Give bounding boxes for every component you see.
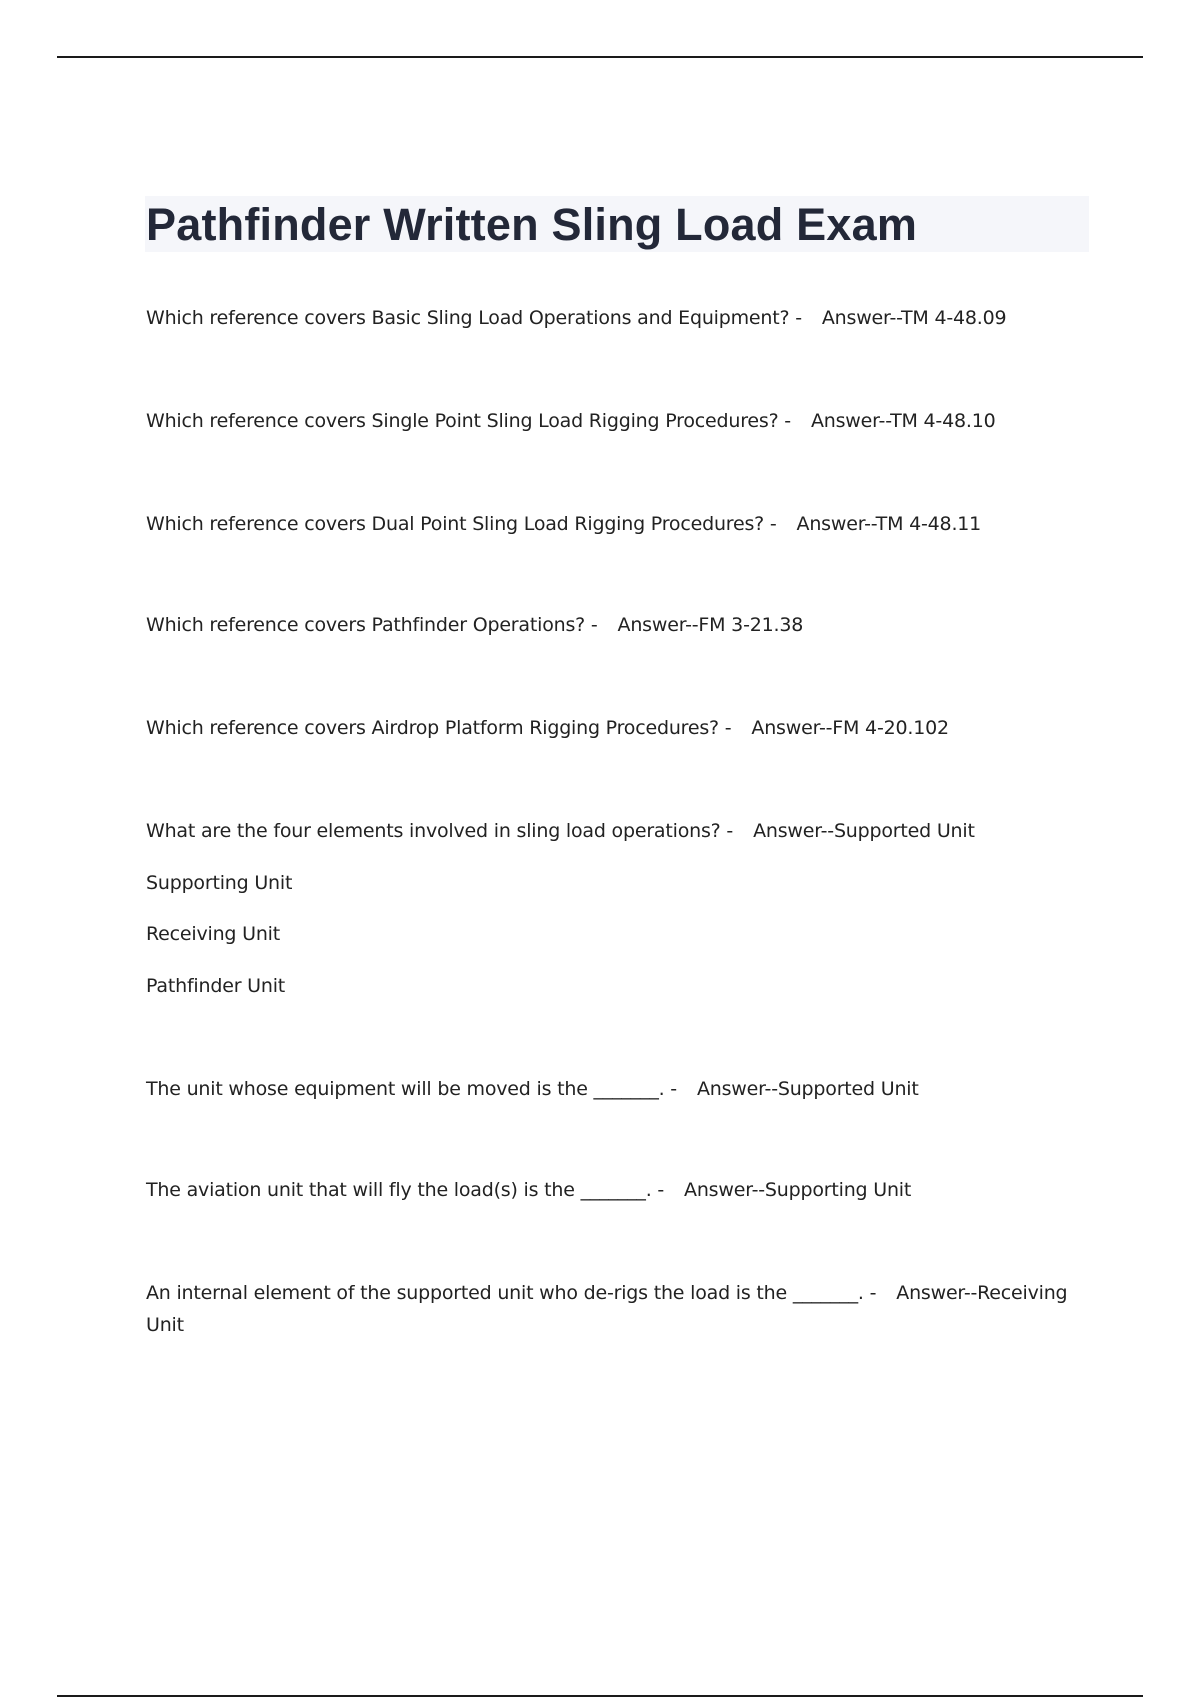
document-title: Pathfinder Written Sling Load Exam [146, 199, 918, 250]
qa-item-4 [146, 609, 1076, 641]
qa-item-3 [146, 508, 1076, 540]
qa-item-2 [146, 405, 1076, 437]
question-text: An internal element of the supported unit who de-rigs the load is the _______. - [146, 1282, 877, 1304]
answer-text: Answer--TM 4-48.09 [821, 307, 1007, 329]
question-text: Which reference covers Pathfinder Operations? - [146, 614, 598, 636]
question-text: Which reference covers Basic Sling Load Operations and Equipment? - [146, 307, 802, 329]
question-text: The unit whose equipment will be moved is the _______. - [146, 1078, 677, 1100]
qa-item-9 [146, 1277, 1076, 1341]
question-text: Which reference covers Single Point Sling Load Rigging Procedures? - [146, 410, 791, 432]
answer-text: Answer--Supported Unit [696, 1078, 919, 1100]
qa-item-6 [146, 815, 1076, 847]
answer-text: Answer--Supporting Unit [684, 1179, 912, 1201]
question-text: Which reference covers Airdrop Platform Rigging Procedures? - [146, 717, 732, 739]
answer-text: Answer--FM 4-20.102 [751, 717, 949, 739]
answer-text: Answer--FM 3-21.38 [617, 614, 804, 636]
question-text: Which reference covers Dual Point Sling Load Rigging Procedures? - [146, 513, 777, 535]
answer-text: Answer--Supported Unit [753, 820, 975, 842]
answer-text: Answer--Receiving Unit [146, 1282, 1074, 1336]
qa-item-5 [146, 712, 1076, 744]
qa-item-8 [146, 1174, 1076, 1206]
question-text: The aviation unit that will fly the load(s) is the _______. - [146, 1179, 665, 1201]
qa-item-7 [146, 1073, 1076, 1105]
answer-text: Answer--TM 4-48.11 [796, 513, 982, 535]
bottom-rule [57, 1695, 1143, 1697]
answer-continuation-line: Supporting Unit [146, 872, 293, 894]
top-rule [57, 56, 1143, 58]
answer-continuation-line: Receiving Unit [146, 923, 280, 945]
answer-continuation-line: Pathfinder Unit [146, 975, 286, 997]
answer-text: Answer--TM 4-48.10 [810, 410, 996, 432]
qa-item-1 [146, 302, 1076, 334]
question-text: What are the four elements involved in sling load operations? - [146, 820, 734, 842]
